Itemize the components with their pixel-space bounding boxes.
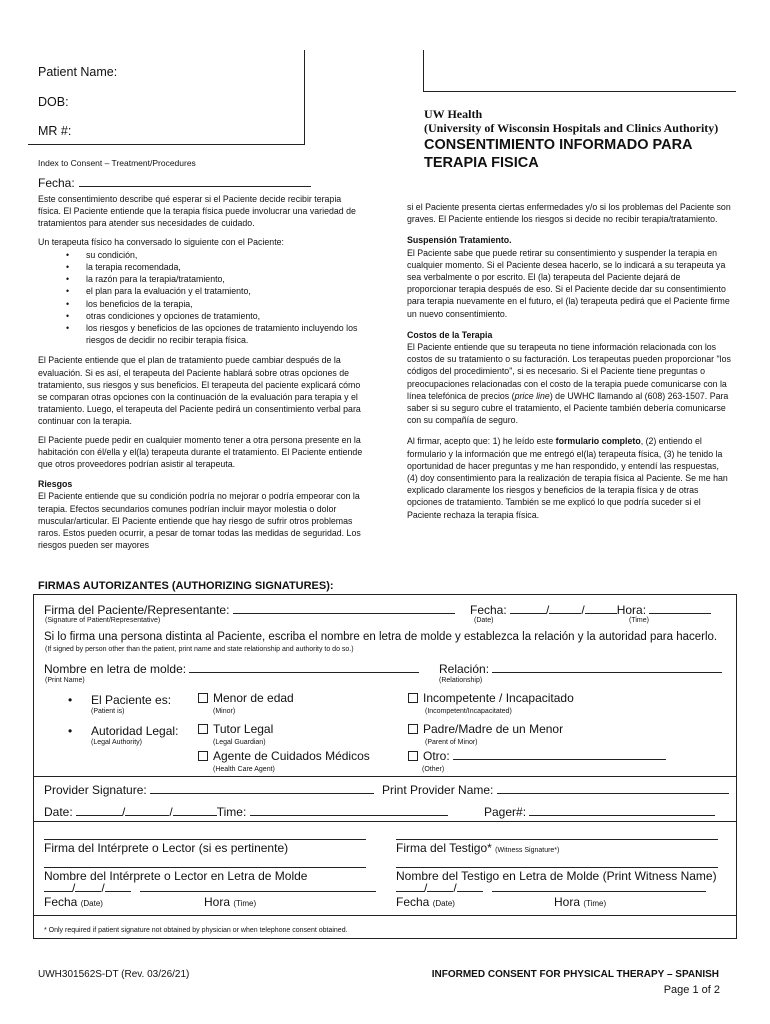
witness-name-line[interactable] [396,867,718,868]
provider-date-month[interactable] [76,805,122,816]
hora-line[interactable] [649,603,711,614]
incompetent-sub: (Incompetent/Incapacitated) [425,708,512,715]
suspension-heading: Suspensión Tratamiento. [407,235,512,246]
checkbox-icon[interactable] [408,693,418,703]
discussed-list [38,249,364,347]
footnote: * Only required if patient signature not obtained by physician or when telephone consent obtained. [44,927,348,934]
intro-paragraph: Este consentimiento describe qué esperar si el Paciente decide recibir terapia física. El Paciente entiende que la terapia física puede involucrar una variedad de tratamientos para atender sus necesidades de cuidado. [38,194,356,229]
otro-line[interactable] [453,749,666,760]
date-day-line[interactable] [549,603,581,614]
title-line-1: CONSENTIMIENTO INFORMADO PARA [424,137,693,153]
divider [34,776,736,777]
divider [34,821,736,822]
tutor-checkbox[interactable]: Tutor Legal [198,722,273,736]
print-provider-row: Print Provider Name: [382,783,729,797]
bullet: • [68,724,73,738]
right-column [407,201,732,527]
dob-label: DOB: [38,95,69,109]
costos-heading: Costos de la Terapia [407,329,493,340]
patient-signature-line[interactable] [233,603,455,614]
witness-hora-label: Hora (Time) [554,895,607,909]
date-year-line[interactable] [585,603,617,614]
interpreter-hora-label: Hora (Time) [204,895,257,909]
provider-signature-row: Provider Signature: [44,783,374,797]
interpreter-date-year[interactable] [105,881,131,892]
bullet: • [68,693,73,707]
incompetente-checkbox[interactable]: Incompetente / Incapacitado [408,691,574,705]
interpreter-name-label: Nombre del Intérprete o Lector en Letra de Molde [44,869,308,883]
suspension-paragraph: El Paciente sabe que puede retirar su consentimiento y suspender la terapia en cualquier momento. Si el Paciente desea hacerlo, se lo indicará a su terapeuta ya sea verbalmente o por escrito. El (la) terapeuta del Paciente dejará de proporcionar terapia después de eso. Si el Paciente decide dar su consentimiento para terapia nuevamente en el futuro, el (la) terapeuta pedirá que el Paciente firme un nuevo consentimiento. [407,247,730,319]
relationship-sub: (Relationship) [439,677,483,684]
witness-date-year[interactable] [457,881,483,892]
form-id: UWH301562S-DT (Rev. 03/26/21) [38,969,190,980]
provider-date-day[interactable] [125,805,169,816]
provider-date-year[interactable] [173,805,217,816]
checkbox-icon[interactable] [408,751,418,761]
firmar-paragraph: Al firmar, acepto que: 1) he leído este formulario completo, (2) entiendo el formulario y la información que me entregó el(la) terapeuta física, (3) he tenido la oportunidad de hacer preguntas y me han respondido, y entendí las respuestas, (4) doy consentimiento para la realización de terapia física al Paciente. Se me han explicado claramente los riesgos y beneficios de la terapia física y de otras opciones de tratamiento. También se me explicó lo que podría suceder si el Paciente rechaza la terapia física. [407,436,728,520]
pager-line[interactable] [529,805,715,816]
checkbox-icon[interactable] [198,693,208,703]
legal-authority-sub: (Legal Authority) [91,739,142,746]
mr-label: MR #: [38,124,72,138]
pager-row: Pager#: [484,805,715,819]
agente-checkbox[interactable]: Agente de Cuidados Médicos [198,749,370,763]
interpreter-fecha-label: Fecha (Date) [44,895,103,909]
riesgos-heading: Riesgos [38,479,73,490]
date-month-line[interactable] [510,603,546,614]
org-full-name: (University of Wisconsin Hospitals and Clinics Authority) [424,121,719,135]
index-text: Index to Consent – Treatment/Procedures [38,158,196,168]
interpreter-time-line[interactable] [140,881,376,892]
list-item: • su condición, [66,249,364,261]
witness-signature-line[interactable] [396,839,718,840]
title-line-2: TERAPIA FISICA [424,155,539,171]
page-title [424,136,744,172]
date-sub: (Date) [474,617,494,624]
provider-signature-line[interactable] [150,783,374,794]
form-title: INFORMED CONSENT FOR PHYSICAL THERAPY – SPANISH [431,969,719,980]
guardian-sub: (Legal Guardian) [213,739,266,746]
print-name-line[interactable] [189,662,419,673]
patient-info-box [28,50,305,145]
risk-continued-paragraph: si el Paciente presenta ciertas enfermedades y/o si los problemas del Paciente son graves. El Paciente entiende los riesgos si decide no recibir terapia/tratamiento. [407,202,731,225]
print-name-sub: (Print Name) [45,677,85,684]
patient-signature-row: Firma del Paciente/Representante: [44,603,455,617]
presence-paragraph: El Paciente puede pedir en cualquier momento tener a otra persona presente en la habitación con él/ella y el(la) terapeuta durante el tratamiento. El Paciente entiende que otros proveedores podrían asistir al terapeuta. [38,434,363,470]
interpreter-date-month[interactable] [44,881,72,892]
interpreter-signature-line[interactable] [44,839,366,840]
witness-date-time-lines: / / [396,881,706,893]
otro-checkbox[interactable]: Otro: [408,749,666,763]
interpreter-date-time-lines: / / [44,881,376,893]
signatures-title: FIRMAS AUTORIZANTES (AUTHORIZING SIGNATURES): [38,580,334,592]
legal-authority-label: Autoridad Legal: [91,724,179,738]
list-item: • la terapia recomendada, [66,261,364,273]
parent-sub: (Parent of Minor) [425,739,478,746]
list-item: • el plan para la evaluación y el tratamiento, [66,285,364,297]
padre-checkbox[interactable]: Padre/Madre de un Menor [408,722,563,736]
witness-signature-label: Firma del Testigo* (Witness Signature*) [396,841,560,855]
org-name: UW Health [424,107,483,121]
page-number: Page 1 of 2 [663,984,720,996]
signature-box [33,594,737,939]
witness-time-line[interactable] [492,881,706,892]
interpreter-signature-label: Firma del Intérprete o Lector (si es pertinente) [44,841,289,855]
checkbox-icon[interactable] [408,724,418,734]
witness-date-day[interactable] [427,881,453,892]
list-item: • los beneficios de la terapia, [66,298,364,310]
menor-checkbox[interactable]: Menor de edad [198,691,294,705]
print-name-row: Nombre en letra de molde: [44,662,419,676]
patient-is-sub: (Patient is) [91,708,125,715]
relationship-row: Relación: [439,662,722,676]
patient-is-label: El Paciente es: [91,693,172,707]
patient-name-label: Patient Name: [38,65,118,79]
provider-date-row: Date: / / Time: [44,805,448,819]
riesgos-paragraph: El Paciente entiende que su condición podría no mejorar o podría empeorar con la terapia. Efectos secundarios comunes podrían incluir mayor molestia o dolor muscular/articular. El Paciente entiende que hay riesgo de sufrir otros problemas raros. Estos pueden ocurrir, a pesar de tomar todas las medidas de seguridad. Los riesgos pueden ser mayores [38,491,361,551]
witness-date-month[interactable] [396,881,424,892]
interpreter-date-day[interactable] [75,881,101,892]
fecha-field[interactable] [38,176,311,190]
other-sub: (Other) [422,766,445,773]
list-item: • los riesgos y beneficios de las opciones de tratamiento incluyendo los riesgos de decidir no recibir terapia física. [66,322,364,346]
agent-sub: (Health Care Agent) [213,766,275,773]
checkbox-icon[interactable] [198,724,208,734]
fecha-line[interactable] [79,177,311,187]
print-provider-line[interactable] [497,783,729,794]
time-sub: (Time) [629,617,649,624]
fecha-label: Fecha: [38,176,75,190]
provider-time-line[interactable] [250,805,448,816]
other-signer-sub: (If signed by person other than the patient, print name and state relationship and authority to do so.) [45,646,354,653]
plan-paragraph: El Paciente entiende que el plan de tratamiento puede cambiar después de la evaluación. Si es así, el terapeuta del Paciente hablará sobre otras opciones de tratamiento, sus riesgos y sus beneficios. El terapeuta del paciente explicará cómo se comparan otras opciones con la continuación de la evaluación para terapia y el tratamiento. Luego, el terapeuta del Paciente pedirá un consentimiento verbal para continuar con la terapia. [38,355,361,427]
list-item: • otras condiciones y opciones de tratamiento, [66,310,364,322]
divider [34,915,736,916]
relationship-line[interactable] [492,662,722,673]
costos-paragraph: El Paciente entiende que su terapeuta no tiene información relacionada con los costos de su tratamiento o su facturación. Los terapeutas pueden proporcionar "los códigos del procedimiento", si es necesario. Si el Paciente tiene preguntas o preocupaciones relacionadas con el costo de la terapia puede comunicarse con la línea telefónica de precios (price line) de UWHC llamando al (608) 263-1507. Para saber si su seguro cubre el tratamiento, el Paciente también debería comunicarse con su compañía de seguro. [407,342,731,426]
witness-name-label: Nombre del Testigo en Letra de Molde (Print Witness Name) [396,869,717,883]
list-item: • la razón para la terapia/tratamiento, [66,273,364,285]
minor-sub: (Minor) [213,708,236,715]
other-signer-text: Si lo firma una persona distinta al Paciente, escriba el nombre en letra de molde y establezca la relación y la autoridad para hacerlo. [44,631,718,643]
left-column [38,193,364,557]
discussed-paragraph: Un terapeuta físico ha conversado lo siguiente con el Paciente: [38,236,284,247]
witness-fecha-label: Fecha (Date) [396,895,455,909]
label-area [423,50,736,92]
interpreter-name-line[interactable] [44,867,366,868]
firma-sub: (Signature of Patient/Representative) [45,617,161,624]
date-row: Fecha: / / Hora: [470,603,711,617]
checkbox-icon[interactable] [198,751,208,761]
